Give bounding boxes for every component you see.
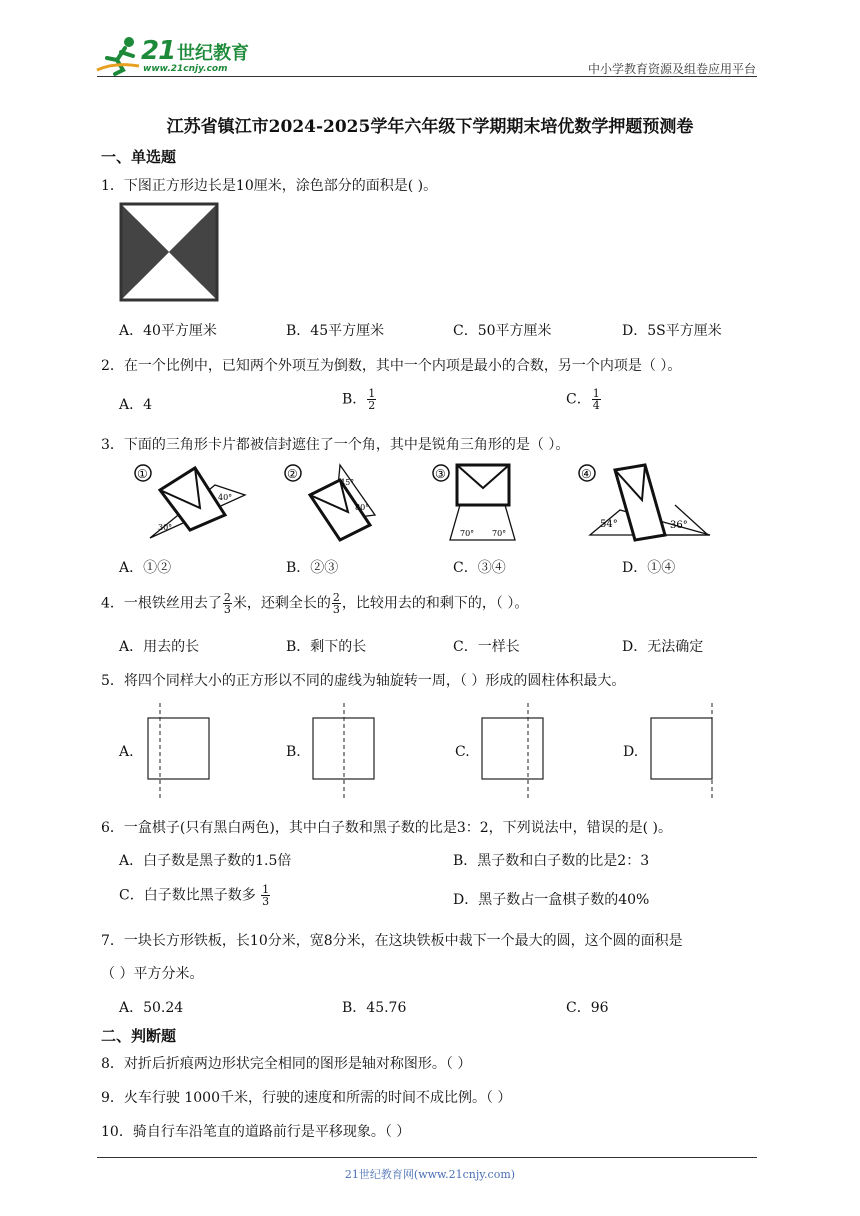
denominator: 3 — [332, 603, 340, 616]
angle-label: 70° — [492, 529, 507, 538]
denominator: 4 — [592, 399, 600, 412]
circle-label-4: ④ — [581, 467, 592, 481]
fraction — [367, 388, 376, 411]
q3-option-b[interactable]: B．②③ — [286, 560, 339, 576]
q6-option-c[interactable] — [119, 884, 271, 907]
question-4 — [101, 592, 528, 615]
circle-label-1: ① — [137, 467, 148, 481]
section-heading-choice: 一、单选题 — [101, 148, 177, 166]
header-divider — [97, 76, 757, 77]
question-1: 1．下图正方形边长是10厘米，涂色部分的面积是( )。 — [101, 178, 438, 194]
page-title: 江苏省镇江市2024-2025学年六年级下学期期末培优数学押题预测卷 — [166, 117, 694, 137]
q6-option-d[interactable]: D．黑子数占一盒棋子数的40% — [453, 892, 650, 908]
numerator: 2 — [223, 591, 231, 604]
question-9: 9．火车行驶 1000千米，行驶的速度和所需的时间不成比例。（ ） — [101, 1090, 512, 1106]
circle-label-2: ② — [287, 467, 298, 481]
q1-option-a[interactable]: A．40平方厘米 — [119, 323, 217, 339]
section-heading-judgement: 二、判断题 — [101, 1027, 177, 1045]
q5-option-c[interactable]: C. — [455, 744, 470, 760]
angle-label: 54° — [600, 519, 618, 530]
q6-option-c-label: C．白子数比黑子数多 — [119, 887, 256, 904]
angle-label: 45° — [340, 478, 355, 487]
numerator: 1 — [592, 387, 600, 400]
question-2: 2．在一个比例中，已知两个外项互为倒数，其中一个内项是最小的合数，另一个内项是（ ）。 — [101, 358, 682, 374]
platform-label: 中小学教育资源及组卷应用平台 — [587, 62, 756, 76]
q5-option-a[interactable]: A. — [119, 744, 134, 760]
q4-option-c[interactable]: C．一样长 — [453, 639, 520, 655]
q1-option-c[interactable]: C．50平方厘米 — [453, 323, 552, 339]
q3-option-d[interactable]: D．①④ — [622, 560, 676, 576]
numerator: 2 — [332, 591, 340, 604]
q1-option-b[interactable]: B．45平方厘米 — [286, 323, 385, 339]
angle-label: 30° — [158, 523, 173, 532]
denominator: 3 — [262, 895, 270, 908]
q7-option-a[interactable]: A．50.24 — [119, 1000, 184, 1016]
q7-option-c[interactable]: C．96 — [566, 1000, 609, 1016]
q6-option-a[interactable]: A．白子数是黑子数的1.5倍 — [119, 853, 292, 869]
question-10: 10．骑自行车沿笔直的道路前行是平移现象。（ ） — [101, 1124, 411, 1140]
q4-option-d[interactable]: D．无法确定 — [622, 639, 704, 655]
square-axis-figure-a — [145, 703, 215, 803]
q7-option-b[interactable]: B．45.76 — [342, 1000, 407, 1016]
triangle-envelope-figures — [130, 460, 750, 550]
question-5: 5．将四个同样大小的正方形以不同的虚线为轴旋转一周，（ ）形成的圆柱体积最大。 — [101, 673, 626, 689]
square-axis-figure-b — [312, 703, 382, 803]
angle-label: 40° — [218, 493, 233, 502]
denominator: 2 — [368, 399, 376, 412]
runner-logo-icon — [95, 36, 145, 76]
q6-option-b[interactable]: B．黑子数和白子数的比是2：3 — [453, 853, 650, 869]
question-6: 6．一盒棋子(只有黑白两色)，其中白子数和黑子数的比是3：2，下列说法中，错误的是( )。 — [101, 820, 673, 836]
angle-label: 36° — [670, 520, 688, 531]
square-axis-figure-c — [481, 703, 551, 803]
numerator: 1 — [262, 883, 270, 896]
denominator: 3 — [223, 603, 231, 616]
angle-label: 80° — [355, 503, 370, 512]
footer-link[interactable]: 21世纪教育网(www.21cnjy.com) — [344, 1168, 516, 1181]
q4-text-part: 米，还剩全长的 — [232, 595, 331, 612]
logo-text: 世纪教育 — [177, 43, 249, 64]
question-8: 8．对折后折痕两边形状完全相同的图形是轴对称图形。（ ） — [101, 1056, 472, 1072]
q2-option-c[interactable] — [566, 388, 602, 411]
brand-logo — [95, 36, 265, 76]
angle-label: 70° — [460, 529, 475, 538]
q2-option-b[interactable] — [342, 388, 377, 411]
q4-option-a[interactable]: A．用去的长 — [119, 639, 200, 655]
question-7-line2: （ ）平方分米。 — [101, 966, 204, 982]
square-circle-figure — [119, 202, 219, 302]
q2-option-b-label: B． — [342, 391, 367, 408]
q2-option-c-label: C． — [566, 391, 591, 408]
logo-number: 21 — [141, 36, 176, 66]
fraction — [223, 592, 232, 615]
q3-option-a[interactable]: A．①② — [119, 560, 172, 576]
q5-option-d[interactable]: D. — [623, 744, 639, 760]
numerator: 1 — [368, 387, 376, 400]
square-axis-figure-d — [650, 703, 720, 803]
q2-option-a[interactable]: A．4 — [119, 397, 153, 413]
circle-label-3: ③ — [435, 467, 446, 481]
q5-option-b[interactable]: B. — [286, 744, 301, 760]
fraction — [592, 388, 601, 411]
question-7-line1: 7．一块长方形铁板，长10分米，宽8分米，在这块铁板中裁下一个最大的圆，这个圆的面积是 — [101, 933, 683, 949]
q4-option-b[interactable]: B．剩下的长 — [286, 639, 367, 655]
q1-option-d[interactable]: D．5S平方厘米 — [622, 323, 722, 339]
footer-divider — [97, 1157, 757, 1158]
q4-text-part: ，比较用去的和剩下的，（ ）。 — [341, 595, 529, 612]
logo-url: www.21cnjy.com — [143, 64, 228, 74]
q4-text-part: 4．一根铁丝用去了 — [101, 595, 222, 612]
fraction — [261, 884, 270, 907]
q3-option-c[interactable]: C．③④ — [453, 560, 506, 576]
question-3: 3．下面的三角形卡片都被信封遮住了一个角，其中是锐角三角形的是（ ）。 — [101, 437, 570, 453]
fraction — [332, 592, 341, 615]
